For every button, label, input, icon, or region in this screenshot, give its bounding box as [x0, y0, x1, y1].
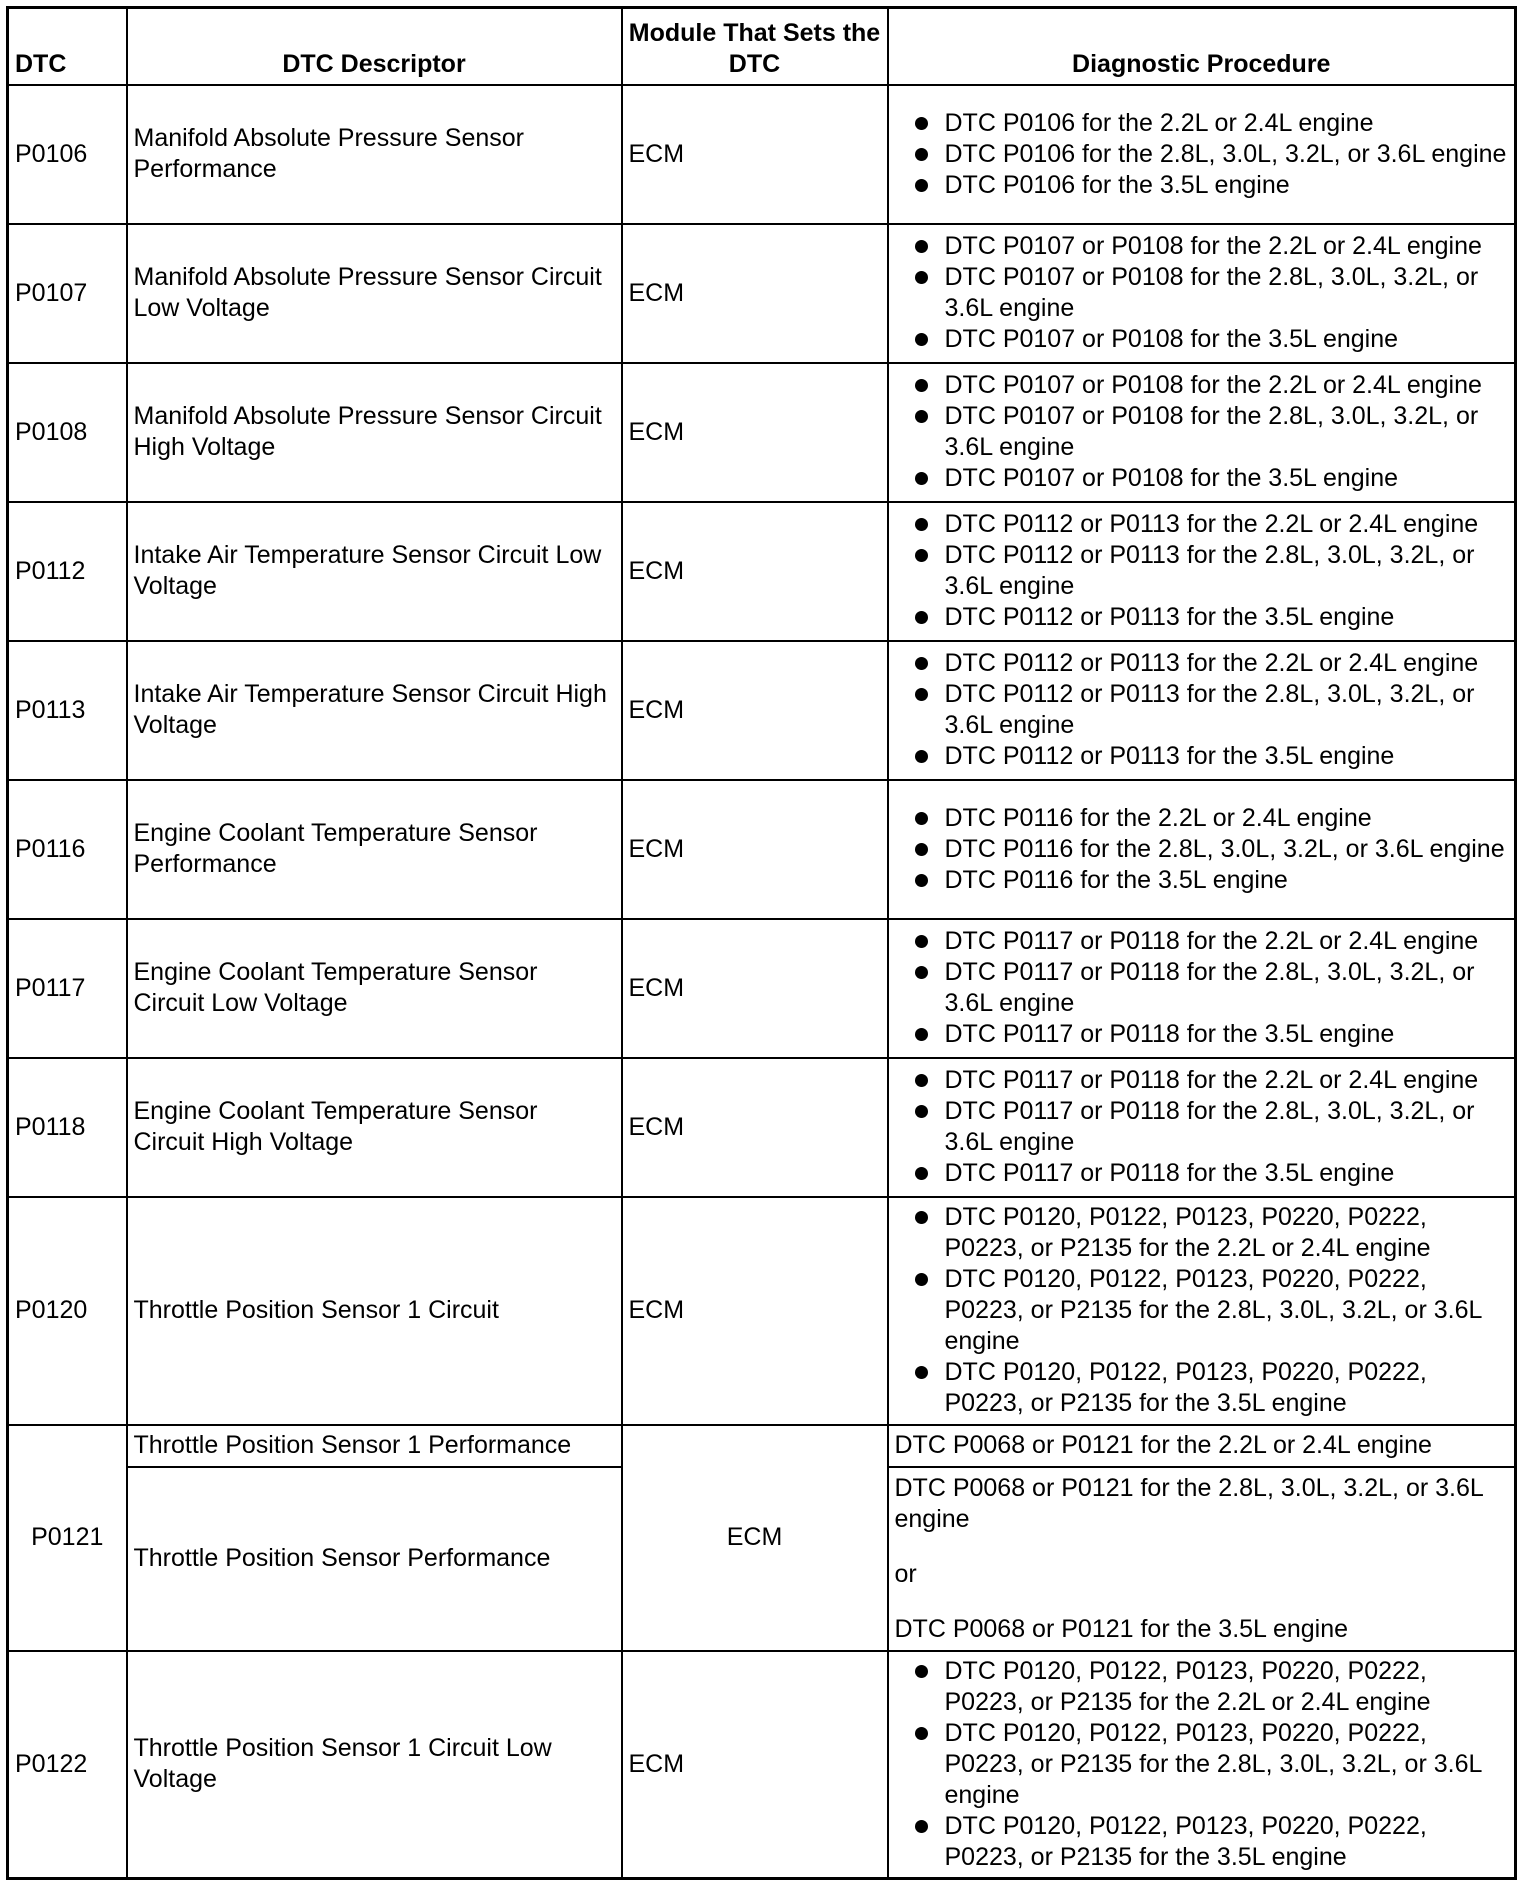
procedure-link[interactable]: DTC P0107 or P0108 for the 2.2L or 2.4L engine — [895, 231, 1509, 262]
setting-module: ECM — [622, 919, 888, 1058]
dtc-code: P0116 — [8, 780, 127, 919]
dtc-code: P0122 — [8, 1651, 127, 1879]
dtc-descriptor: Manifold Absolute Pressure Sensor Circuit Low Voltage — [127, 224, 622, 363]
spacer — [895, 1590, 1509, 1614]
setting-module: ECM — [622, 363, 888, 502]
procedure-link[interactable]: DTC P0107 or P0108 for the 2.8L, 3.0L, 3.2L, or 3.6L engine — [895, 262, 1509, 324]
table-row — [8, 85, 1516, 224]
diagnostic-procedure — [888, 1058, 1516, 1197]
procedure-link[interactable]: DTC P0068 or P0121 for the 2.8L, 3.0L, 3.2L, or 3.6L engine — [894, 1473, 1483, 1533]
dtc-descriptor: Throttle Position Sensor 1 Circuit Low Voltage — [127, 1651, 622, 1879]
table-row — [8, 1425, 1516, 1467]
procedure-link[interactable]: DTC P0112 or P0113 for the 3.5L engine — [895, 741, 1509, 772]
header-module: Module That Sets the DTC — [622, 8, 888, 85]
dtc-table — [6, 6, 1517, 1880]
procedure-link[interactable]: DTC P0117 or P0118 for the 3.5L engine — [895, 1019, 1509, 1050]
setting-module: ECM — [622, 1425, 888, 1651]
header-dtc: DTC — [8, 8, 127, 85]
diagnostic-procedure — [888, 502, 1516, 641]
procedure-link[interactable]: DTC P0068 or P0121 for the 2.2L or 2.4L engine — [894, 1431, 1432, 1459]
setting-module: ECM — [622, 85, 888, 224]
procedure-link[interactable]: DTC P0068 or P0121 for the 3.5L engine — [894, 1614, 1349, 1643]
dtc-descriptor: Throttle Position Sensor 1 Performance — [127, 1425, 622, 1467]
diagnostic-procedure — [888, 1651, 1516, 1879]
procedure-link[interactable]: DTC P0117 or P0118 for the 3.5L engine — [895, 1158, 1509, 1189]
diagnostic-procedure — [888, 85, 1516, 224]
dtc-code: P0108 — [8, 363, 127, 502]
header-row — [8, 8, 1516, 85]
procedure-link[interactable]: DTC P0106 for the 3.5L engine — [895, 170, 1509, 201]
setting-module: ECM — [622, 224, 888, 363]
setting-module: ECM — [622, 1197, 888, 1425]
dtc-code: P0118 — [8, 1058, 127, 1197]
setting-module: ECM — [622, 1651, 888, 1879]
diagnostic-procedure — [888, 641, 1516, 780]
procedure-link[interactable]: DTC P0107 or P0108 for the 2.2L or 2.4L engine — [895, 370, 1509, 401]
dtc-code: P0107 — [8, 224, 127, 363]
table-row — [8, 1651, 1516, 1879]
procedure-link[interactable]: DTC P0106 for the 2.8L, 3.0L, 3.2L, or 3.6L engine — [895, 139, 1509, 170]
dtc-descriptor: Throttle Position Sensor Performance — [127, 1467, 622, 1651]
diagnostic-procedure — [888, 780, 1516, 919]
dtc-code: P0120 — [8, 1197, 127, 1425]
procedure-link[interactable]: DTC P0107 or P0108 for the 3.5L engine — [895, 463, 1509, 494]
diagnostic-procedure — [888, 1467, 1516, 1651]
spacer — [895, 1535, 1509, 1559]
diagnostic-procedure — [888, 919, 1516, 1058]
table-row — [8, 502, 1516, 641]
procedure-link[interactable]: DTC P0106 for the 2.2L or 2.4L engine — [895, 108, 1509, 139]
dtc-descriptor: Engine Coolant Temperature Sensor Circuit Low Voltage — [127, 919, 622, 1058]
procedure-link[interactable]: DTC P0120, P0122, P0123, P0220, P0222, P0223, or P2135 for the 2.2L or 2.4L engine — [895, 1202, 1509, 1264]
table-row — [8, 1058, 1516, 1197]
procedure-link[interactable]: DTC P0120, P0122, P0123, P0220, P0222, P0223, or P2135 for the 2.8L, 3.0L, 3.2L, or 3.6L engine — [895, 1718, 1509, 1811]
table-row — [8, 1197, 1516, 1425]
dtc-descriptor: Engine Coolant Temperature Sensor Performance — [127, 780, 622, 919]
procedure-link[interactable]: DTC P0116 for the 2.2L or 2.4L engine — [895, 803, 1509, 834]
dtc-descriptor: Intake Air Temperature Sensor Circuit High Voltage — [127, 641, 622, 780]
diagnostic-procedure — [888, 224, 1516, 363]
header-descriptor: DTC Descriptor — [127, 8, 622, 85]
procedure-link[interactable]: DTC P0112 or P0113 for the 2.8L, 3.0L, 3.2L, or 3.6L engine — [895, 679, 1509, 741]
dtc-code: P0117 — [8, 919, 127, 1058]
dtc-code: P0113 — [8, 641, 127, 780]
procedure-link[interactable]: DTC P0117 or P0118 for the 2.8L, 3.0L, 3.2L, or 3.6L engine — [895, 957, 1509, 1019]
procedure-link[interactable]: DTC P0120, P0122, P0123, P0220, P0222, P0223, or P2135 for the 2.2L or 2.4L engine — [895, 1656, 1509, 1718]
procedure-link[interactable]: DTC P0117 or P0118 for the 2.2L or 2.4L engine — [895, 926, 1509, 957]
table-row — [8, 919, 1516, 1058]
procedure-link[interactable]: DTC P0120, P0122, P0123, P0220, P0222, P0223, or P2135 for the 3.5L engine — [895, 1811, 1509, 1873]
procedure-link[interactable]: DTC P0107 or P0108 for the 3.5L engine — [895, 324, 1509, 355]
dtc-descriptor: Engine Coolant Temperature Sensor Circuit High Voltage — [127, 1058, 622, 1197]
dtc-code: P0112 — [8, 502, 127, 641]
procedure-link[interactable]: DTC P0120, P0122, P0123, P0220, P0222, P0223, or P2135 for the 3.5L engine — [895, 1357, 1509, 1419]
procedure-link[interactable]: DTC P0107 or P0108 for the 2.8L, 3.0L, 3.2L, or 3.6L engine — [895, 401, 1509, 463]
procedure-link[interactable]: DTC P0117 or P0118 for the 2.8L, 3.0L, 3.2L, or 3.6L engine — [895, 1096, 1509, 1158]
procedure-link[interactable]: DTC P0112 or P0113 for the 2.2L or 2.4L engine — [895, 648, 1509, 679]
diagnostic-procedure — [888, 1425, 1516, 1467]
dtc-descriptor: Throttle Position Sensor 1 Circuit — [127, 1197, 622, 1425]
header-procedure: Diagnostic Procedure — [888, 8, 1516, 85]
diagnostic-procedure — [888, 363, 1516, 502]
setting-module: ECM — [622, 780, 888, 919]
procedure-link[interactable]: DTC P0117 or P0118 for the 2.2L or 2.4L engine — [895, 1065, 1509, 1096]
procedure-link[interactable]: DTC P0116 for the 3.5L engine — [895, 865, 1509, 896]
procedure-link[interactable]: DTC P0112 or P0113 for the 2.8L, 3.0L, 3.2L, or 3.6L engine — [895, 540, 1509, 602]
procedure-link[interactable]: DTC P0120, P0122, P0123, P0220, P0222, P0223, or P2135 for the 2.8L, 3.0L, 3.2L, or 3.6L engine — [895, 1264, 1509, 1357]
procedure-link[interactable]: DTC P0116 for the 2.8L, 3.0L, 3.2L, or 3.6L engine — [895, 834, 1509, 865]
diagnostic-procedure — [888, 1197, 1516, 1425]
table-row — [8, 641, 1516, 780]
dtc-code: P0121 — [8, 1425, 127, 1651]
procedure-link[interactable]: DTC P0112 or P0113 for the 2.2L or 2.4L engine — [895, 509, 1509, 540]
dtc-descriptor: Manifold Absolute Pressure Sensor Performance — [127, 85, 622, 224]
table-row — [8, 363, 1516, 502]
setting-module: ECM — [622, 502, 888, 641]
setting-module: ECM — [622, 641, 888, 780]
table-row — [8, 780, 1516, 919]
table-row — [8, 224, 1516, 363]
procedure-link[interactable]: DTC P0112 or P0113 for the 3.5L engine — [895, 602, 1509, 633]
setting-module: ECM — [622, 1058, 888, 1197]
dtc-code: P0106 — [8, 85, 127, 224]
procedure-or-text: or — [894, 1559, 917, 1588]
dtc-descriptor: Manifold Absolute Pressure Sensor Circuit High Voltage — [127, 363, 622, 502]
dtc-descriptor: Intake Air Temperature Sensor Circuit Low Voltage — [127, 502, 622, 641]
